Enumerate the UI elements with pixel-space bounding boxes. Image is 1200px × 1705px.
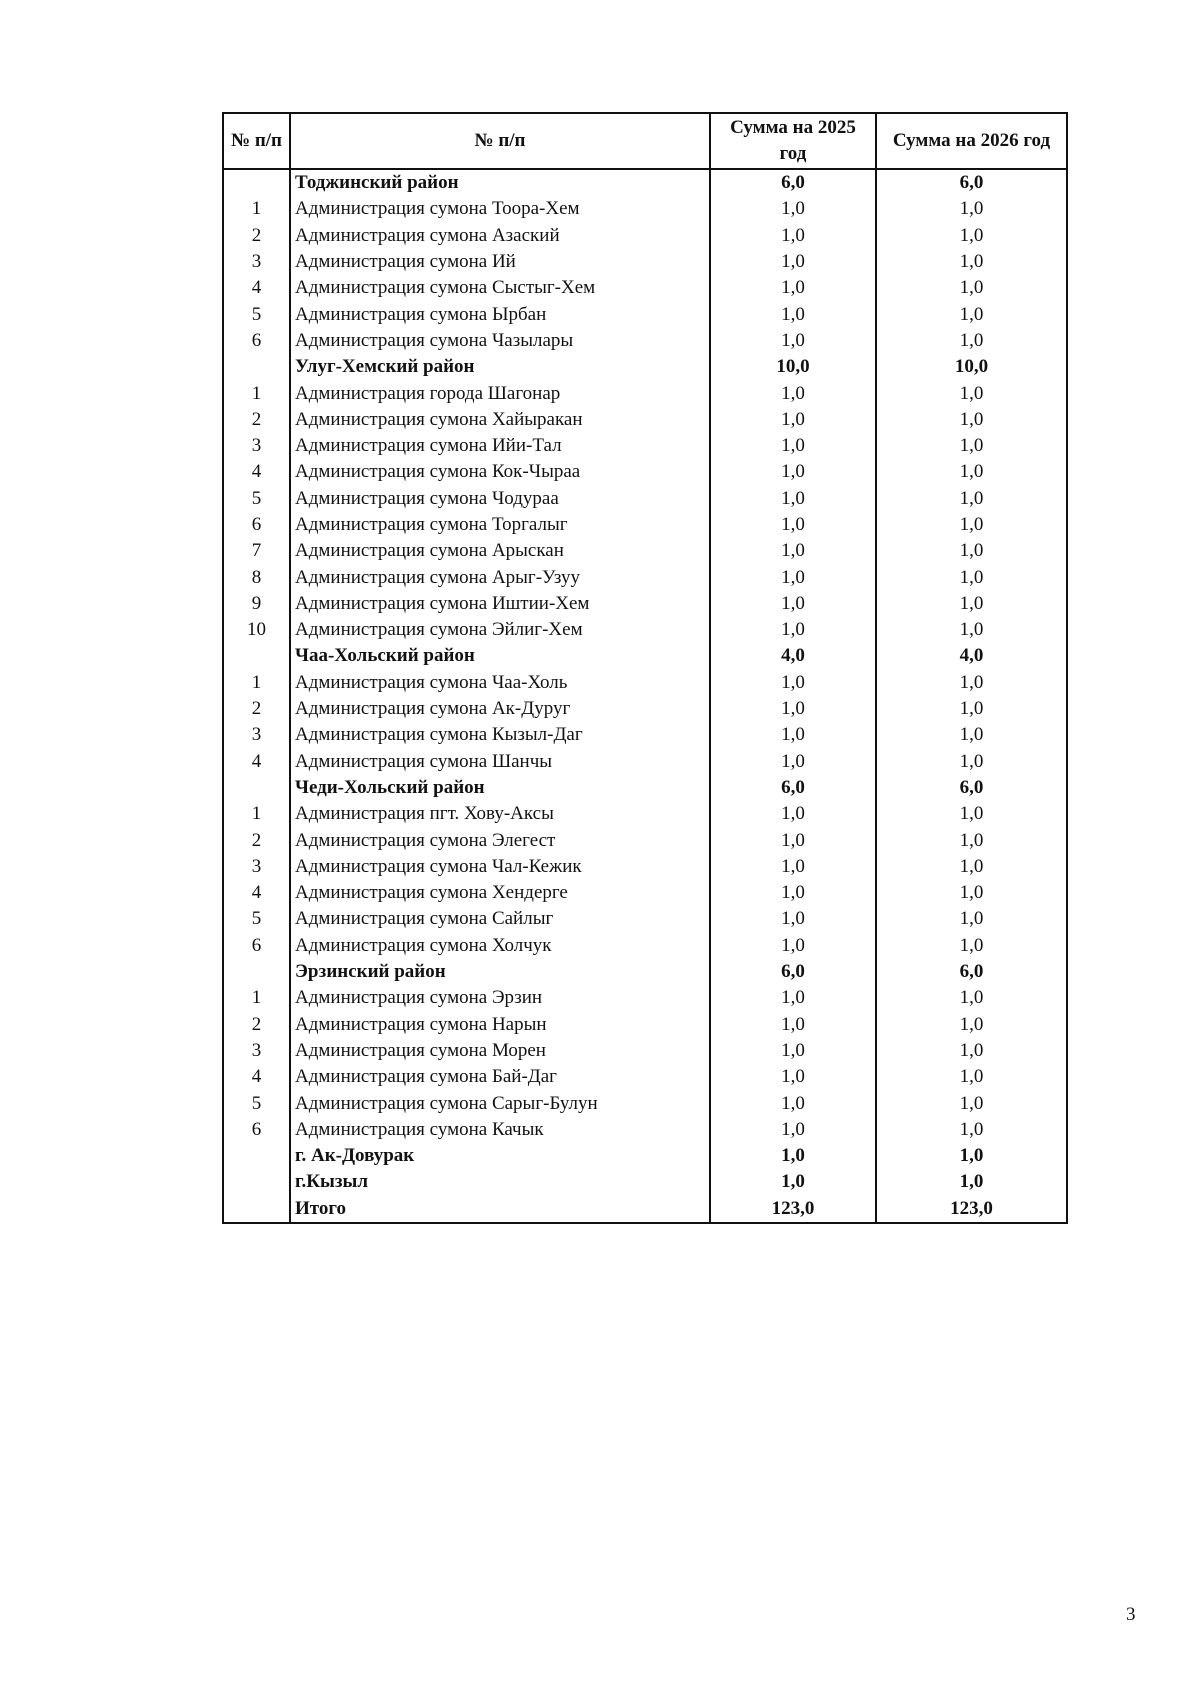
row-sum-2025: 1,0 — [710, 301, 876, 327]
table-row — [223, 696, 1067, 722]
row-sum-2025: 1,0 — [710, 196, 876, 222]
budget-table — [222, 112, 1068, 1224]
row-number: 4 — [223, 880, 290, 906]
header-sum-2026: Сумма на 2026 год — [876, 113, 1067, 169]
table-row — [223, 275, 1067, 301]
row-sum-2026: 1,0 — [876, 512, 1067, 538]
row-name: Администрация сумона Эйлиг-Хем — [290, 617, 710, 643]
table-row — [223, 827, 1067, 853]
row-name: Администрация сумона Азаский — [290, 223, 710, 249]
row-number: 4 — [223, 749, 290, 775]
row-name: Администрация сумона Чаа-Холь — [290, 670, 710, 696]
row-name: Администрация сумона Эрзин — [290, 985, 710, 1011]
row-sum-2025: 1,0 — [710, 827, 876, 853]
row-name: Тоджинский район — [290, 169, 710, 196]
table-row — [223, 249, 1067, 275]
row-sum-2026: 1,0 — [876, 617, 1067, 643]
row-name: Администрация сумона Сарыг-Булун — [290, 1090, 710, 1116]
row-sum-2025: 1,0 — [710, 1117, 876, 1143]
row-sum-2025: 1,0 — [710, 538, 876, 564]
row-number: 3 — [223, 433, 290, 459]
row-sum-2025: 1,0 — [710, 1038, 876, 1064]
row-sum-2026: 1,0 — [876, 827, 1067, 853]
row-number — [223, 643, 290, 669]
row-sum-2025: 4,0 — [710, 643, 876, 669]
row-sum-2025: 1,0 — [710, 591, 876, 617]
page-number: 3 — [1126, 1604, 1136, 1625]
row-name: г.Кызыл — [290, 1169, 710, 1195]
row-number — [223, 1143, 290, 1169]
table-row — [223, 1038, 1067, 1064]
header-name: № п/п — [290, 113, 710, 169]
table-row — [223, 486, 1067, 512]
row-name: Администрация сумона Шанчы — [290, 749, 710, 775]
table-group-row — [223, 775, 1067, 801]
row-sum-2025: 1,0 — [710, 1143, 876, 1169]
row-sum-2026: 1,0 — [876, 1143, 1067, 1169]
row-sum-2025: 6,0 — [710, 959, 876, 985]
table-row — [223, 670, 1067, 696]
row-name: Администрация сумона Морен — [290, 1038, 710, 1064]
table-group-row — [223, 959, 1067, 985]
row-number: 3 — [223, 1038, 290, 1064]
row-sum-2025: 123,0 — [710, 1196, 876, 1223]
row-number: 5 — [223, 906, 290, 932]
row-sum-2026: 1,0 — [876, 801, 1067, 827]
row-sum-2026: 1,0 — [876, 275, 1067, 301]
row-number: 9 — [223, 591, 290, 617]
row-sum-2025: 1,0 — [710, 985, 876, 1011]
table-row — [223, 459, 1067, 485]
row-sum-2025: 1,0 — [710, 749, 876, 775]
row-name: Администрация сумона Тоора-Хем — [290, 196, 710, 222]
table-group-row — [223, 643, 1067, 669]
row-name: Администрация сумона Кызыл-Даг — [290, 722, 710, 748]
row-name: Итого — [290, 1196, 710, 1223]
row-sum-2025: 1,0 — [710, 1090, 876, 1116]
table-row — [223, 538, 1067, 564]
row-sum-2026: 123,0 — [876, 1196, 1067, 1223]
table-row — [223, 722, 1067, 748]
row-number: 1 — [223, 801, 290, 827]
row-number: 5 — [223, 301, 290, 327]
row-number: 2 — [223, 1012, 290, 1038]
row-name: Администрация сумона Ак-Дуруг — [290, 696, 710, 722]
row-number: 1 — [223, 670, 290, 696]
row-sum-2026: 1,0 — [876, 223, 1067, 249]
row-name: Чаа-Хольский район — [290, 643, 710, 669]
row-sum-2026: 1,0 — [876, 854, 1067, 880]
row-sum-2026: 1,0 — [876, 196, 1067, 222]
row-name: Администрация сумона Ийи-Тал — [290, 433, 710, 459]
row-number: 7 — [223, 538, 290, 564]
table-row — [223, 1090, 1067, 1116]
row-sum-2025: 1,0 — [710, 801, 876, 827]
row-name: Администрация сумона Сайлыг — [290, 906, 710, 932]
row-name: Администрация сумона Бай-Даг — [290, 1064, 710, 1090]
table-row — [223, 564, 1067, 590]
row-name: Администрация сумона Холчук — [290, 933, 710, 959]
row-sum-2025: 1,0 — [710, 433, 876, 459]
row-sum-2025: 10,0 — [710, 354, 876, 380]
row-number: 5 — [223, 486, 290, 512]
row-name: Администрация сумона Арыг-Узуу — [290, 564, 710, 590]
header-number: № п/п — [223, 113, 290, 169]
row-name: Администрация сумона Чазылары — [290, 328, 710, 354]
row-sum-2026: 1,0 — [876, 906, 1067, 932]
table-row — [223, 1012, 1067, 1038]
row-sum-2026: 1,0 — [876, 1090, 1067, 1116]
row-name: Администрация сумона Элегест — [290, 827, 710, 853]
table-row — [223, 223, 1067, 249]
row-sum-2026: 1,0 — [876, 985, 1067, 1011]
row-sum-2025: 1,0 — [710, 1064, 876, 1090]
table-group-row — [223, 1143, 1067, 1169]
row-sum-2026: 1,0 — [876, 249, 1067, 275]
row-sum-2025: 1,0 — [710, 459, 876, 485]
table-body — [223, 169, 1067, 1223]
row-sum-2026: 1,0 — [876, 591, 1067, 617]
row-sum-2025: 1,0 — [710, 1169, 876, 1195]
row-sum-2026: 1,0 — [876, 1117, 1067, 1143]
row-name: Администрация сумона Чодураа — [290, 486, 710, 512]
row-sum-2025: 6,0 — [710, 775, 876, 801]
row-sum-2025: 1,0 — [710, 328, 876, 354]
row-name: Улуг-Хемский район — [290, 354, 710, 380]
table-row — [223, 906, 1067, 932]
row-sum-2025: 1,0 — [710, 617, 876, 643]
table-row — [223, 196, 1067, 222]
row-name: Администрация сумона Ий — [290, 249, 710, 275]
row-name: Администрация пгт. Хову-Аксы — [290, 801, 710, 827]
table-row — [223, 433, 1067, 459]
row-sum-2025: 1,0 — [710, 722, 876, 748]
row-number — [223, 354, 290, 380]
row-name: Эрзинский район — [290, 959, 710, 985]
row-sum-2026: 6,0 — [876, 169, 1067, 196]
table-row — [223, 933, 1067, 959]
row-sum-2025: 1,0 — [710, 696, 876, 722]
table-row — [223, 328, 1067, 354]
row-number: 2 — [223, 223, 290, 249]
table-row — [223, 512, 1067, 538]
row-number — [223, 1196, 290, 1223]
row-number: 3 — [223, 249, 290, 275]
row-number: 4 — [223, 275, 290, 301]
row-name: Администрация сумона Торгалыг — [290, 512, 710, 538]
row-sum-2026: 1,0 — [876, 564, 1067, 590]
row-sum-2025: 1,0 — [710, 275, 876, 301]
row-number: 8 — [223, 564, 290, 590]
row-sum-2026: 1,0 — [876, 880, 1067, 906]
row-sum-2026: 1,0 — [876, 301, 1067, 327]
row-number: 3 — [223, 854, 290, 880]
row-sum-2026: 1,0 — [876, 433, 1067, 459]
row-number: 4 — [223, 459, 290, 485]
row-sum-2026: 10,0 — [876, 354, 1067, 380]
header-sum-2025: Сумма на 2025 год — [710, 113, 876, 169]
row-name: Администрация сумона Иштии-Хем — [290, 591, 710, 617]
row-sum-2026: 1,0 — [876, 459, 1067, 485]
row-number: 2 — [223, 696, 290, 722]
row-sum-2025: 1,0 — [710, 880, 876, 906]
row-number — [223, 169, 290, 196]
row-number: 1 — [223, 380, 290, 406]
row-sum-2026: 1,0 — [876, 1064, 1067, 1090]
row-sum-2025: 1,0 — [710, 854, 876, 880]
table-row — [223, 407, 1067, 433]
row-number: 1 — [223, 985, 290, 1011]
row-number — [223, 1169, 290, 1195]
row-sum-2026: 1,0 — [876, 380, 1067, 406]
row-number — [223, 959, 290, 985]
row-name: Администрация сумона Арыскан — [290, 538, 710, 564]
row-name: г. Ак-Довурак — [290, 1143, 710, 1169]
row-sum-2025: 1,0 — [710, 933, 876, 959]
row-sum-2025: 1,0 — [710, 670, 876, 696]
row-sum-2025: 1,0 — [710, 512, 876, 538]
row-number: 1 — [223, 196, 290, 222]
row-sum-2026: 1,0 — [876, 696, 1067, 722]
row-name: Администрация сумона Нарын — [290, 1012, 710, 1038]
row-number: 4 — [223, 1064, 290, 1090]
table-row — [223, 1064, 1067, 1090]
table-group-row — [223, 1196, 1067, 1223]
row-sum-2026: 1,0 — [876, 933, 1067, 959]
row-sum-2026: 6,0 — [876, 959, 1067, 985]
row-sum-2025: 1,0 — [710, 564, 876, 590]
row-sum-2025: 1,0 — [710, 486, 876, 512]
row-number: 10 — [223, 617, 290, 643]
table-row — [223, 591, 1067, 617]
row-sum-2026: 1,0 — [876, 670, 1067, 696]
table-row — [223, 380, 1067, 406]
table-row — [223, 985, 1067, 1011]
row-sum-2026: 1,0 — [876, 538, 1067, 564]
row-sum-2026: 1,0 — [876, 486, 1067, 512]
row-number: 3 — [223, 722, 290, 748]
table-row — [223, 749, 1067, 775]
table-group-row — [223, 169, 1067, 196]
row-number: 2 — [223, 407, 290, 433]
row-sum-2026: 1,0 — [876, 328, 1067, 354]
row-name: Администрация сумона Сыстыг-Хем — [290, 275, 710, 301]
row-sum-2026: 1,0 — [876, 1012, 1067, 1038]
row-sum-2026: 1,0 — [876, 1169, 1067, 1195]
row-sum-2025: 1,0 — [710, 380, 876, 406]
row-sum-2026: 1,0 — [876, 722, 1067, 748]
row-number: 6 — [223, 1117, 290, 1143]
row-number: 2 — [223, 827, 290, 853]
table-header — [223, 113, 1067, 169]
row-sum-2026: 1,0 — [876, 1038, 1067, 1064]
row-number: 6 — [223, 328, 290, 354]
table-row — [223, 801, 1067, 827]
row-name: Администрация сумона Чал-Кежик — [290, 854, 710, 880]
row-sum-2025: 1,0 — [710, 906, 876, 932]
row-name: Администрация сумона Хайыракан — [290, 407, 710, 433]
table-row — [223, 301, 1067, 327]
header-row — [223, 113, 1067, 169]
table-row — [223, 617, 1067, 643]
row-number: 6 — [223, 933, 290, 959]
row-number: 5 — [223, 1090, 290, 1116]
table-row — [223, 854, 1067, 880]
row-name: Администрация города Шагонар — [290, 380, 710, 406]
table-group-row — [223, 1169, 1067, 1195]
row-sum-2025: 1,0 — [710, 1012, 876, 1038]
row-sum-2026: 1,0 — [876, 407, 1067, 433]
row-name: Администрация сумона Качык — [290, 1117, 710, 1143]
table-group-row — [223, 354, 1067, 380]
row-number: 6 — [223, 512, 290, 538]
row-sum-2025: 1,0 — [710, 249, 876, 275]
table-row — [223, 880, 1067, 906]
row-name: Администрация сумона Хендерге — [290, 880, 710, 906]
row-sum-2026: 6,0 — [876, 775, 1067, 801]
row-name: Администрация сумона Ырбан — [290, 301, 710, 327]
row-sum-2026: 4,0 — [876, 643, 1067, 669]
row-sum-2025: 1,0 — [710, 223, 876, 249]
row-sum-2026: 1,0 — [876, 749, 1067, 775]
row-number — [223, 775, 290, 801]
row-name: Администрация сумона Кок-Чыраа — [290, 459, 710, 485]
table-row — [223, 1117, 1067, 1143]
row-name: Чеди-Хольский район — [290, 775, 710, 801]
row-sum-2025: 1,0 — [710, 407, 876, 433]
row-sum-2025: 6,0 — [710, 169, 876, 196]
